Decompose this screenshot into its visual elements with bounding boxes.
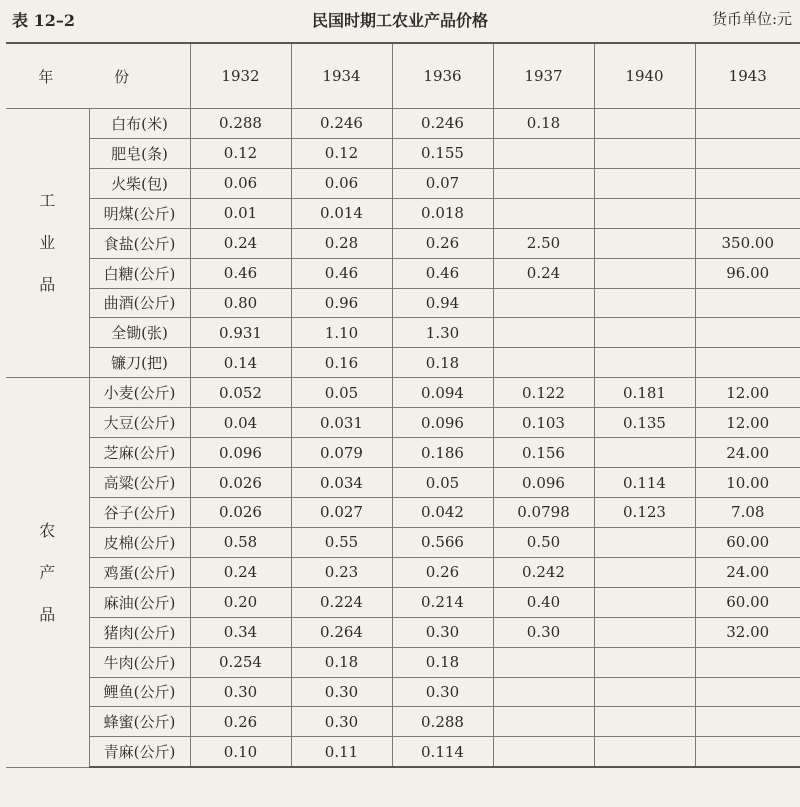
price-cell [594, 557, 695, 587]
table-header [0, 0, 800, 40]
price-cell [493, 707, 594, 737]
price-cell: 0.114 [594, 468, 695, 498]
year-col-1934: 1934 [291, 43, 392, 109]
group-label-char: 品 [39, 275, 56, 295]
price-cell: 0.94 [392, 288, 493, 318]
price-cell: 0.264 [291, 617, 392, 647]
table-row [6, 737, 800, 767]
price-cell [594, 258, 695, 288]
item-name-cell: 皮棉(公斤) [89, 527, 190, 557]
price-cell: 0.46 [392, 258, 493, 288]
price-cell: 0.566 [392, 527, 493, 557]
year-col-1940: 1940 [594, 43, 695, 109]
price-cell: 0.96 [291, 288, 392, 318]
price-cell: 0.30 [291, 707, 392, 737]
price-cell: 0.26 [392, 557, 493, 587]
price-cell: 24.00 [695, 557, 800, 587]
item-name-cell: 全锄(张) [89, 318, 190, 348]
price-cell [594, 138, 695, 168]
price-cell: 0.04 [190, 408, 291, 438]
item-name-cell: 鲤鱼(公斤) [89, 677, 190, 707]
table-row [6, 258, 800, 288]
price-cell: 0.07 [392, 168, 493, 198]
price-cell [594, 617, 695, 647]
price-cell: 0.46 [190, 258, 291, 288]
price-cell: 0.288 [190, 109, 291, 139]
price-cell: 0.12 [291, 138, 392, 168]
table-title: 民国时期工农业产品价格 [311, 11, 488, 30]
group-label [6, 109, 89, 378]
price-cell: 0.24 [190, 228, 291, 258]
item-name-cell: 牛肉(公斤) [89, 647, 190, 677]
price-cell: 0.18 [392, 647, 493, 677]
table-row [6, 168, 800, 198]
price-cell: 0.58 [190, 527, 291, 557]
item-name-cell: 曲酒(公斤) [89, 288, 190, 318]
price-cell: 0.931 [190, 318, 291, 348]
table-row [6, 497, 800, 527]
price-cell: 0.031 [291, 408, 392, 438]
price-cell [695, 318, 800, 348]
price-cell: 0.14 [190, 348, 291, 378]
price-cell: 0.026 [190, 468, 291, 498]
price-cell: 7.08 [695, 497, 800, 527]
item-name-cell: 蜂蜜(公斤) [89, 707, 190, 737]
price-cell: 0.24 [493, 258, 594, 288]
price-cell: 0.246 [291, 109, 392, 139]
table-row [6, 408, 800, 438]
item-name-cell: 猪肉(公斤) [89, 617, 190, 647]
item-name-cell: 芝麻(公斤) [89, 438, 190, 468]
year-col-1937: 1937 [493, 43, 594, 109]
price-cell [594, 647, 695, 677]
price-cell [493, 737, 594, 767]
table-row [6, 468, 800, 498]
price-cell: 0.11 [291, 737, 392, 767]
price-cell: 0.242 [493, 557, 594, 587]
price-cell: 0.026 [190, 497, 291, 527]
price-cell [695, 138, 800, 168]
table-row [6, 109, 800, 139]
price-cell [493, 677, 594, 707]
price-cell: 0.096 [392, 408, 493, 438]
price-table [6, 42, 800, 768]
item-name-cell: 高粱(公斤) [89, 468, 190, 498]
price-cell [594, 228, 695, 258]
table-row [6, 677, 800, 707]
group-label [6, 378, 89, 767]
price-cell: 0.06 [190, 168, 291, 198]
price-cell: 10.00 [695, 468, 800, 498]
price-cell [594, 587, 695, 617]
year-col-1936: 1936 [392, 43, 493, 109]
price-cell: 0.30 [493, 617, 594, 647]
price-cell: 0.18 [392, 348, 493, 378]
price-cell: 0.40 [493, 587, 594, 617]
price-cell: 0.246 [392, 109, 493, 139]
item-name-cell: 镰刀(把) [89, 348, 190, 378]
item-name-cell: 谷子(公斤) [89, 497, 190, 527]
price-cell: 0.254 [190, 647, 291, 677]
table-row [6, 707, 800, 737]
price-cell: 0.12 [190, 138, 291, 168]
item-name-cell: 火柴(包) [89, 168, 190, 198]
price-cell [493, 198, 594, 228]
year-header-row [6, 43, 800, 109]
table-row [6, 527, 800, 557]
table-row [6, 198, 800, 228]
table-row [6, 617, 800, 647]
item-name-cell: 明煤(公斤) [89, 198, 190, 228]
price-cell: 0.20 [190, 587, 291, 617]
year-header: 年 份 [6, 43, 190, 109]
price-cell: 0.24 [190, 557, 291, 587]
year-col-1943: 1943 [695, 43, 800, 109]
price-cell: 1.10 [291, 318, 392, 348]
price-cell: 0.288 [392, 707, 493, 737]
price-cell: 0.214 [392, 587, 493, 617]
price-cell: 0.181 [594, 378, 695, 408]
price-cell: 0.26 [392, 228, 493, 258]
price-cell: 2.50 [493, 228, 594, 258]
price-cell: 0.30 [392, 617, 493, 647]
price-cell: 0.034 [291, 468, 392, 498]
price-cell [594, 438, 695, 468]
group-label-char: 工 [39, 191, 56, 211]
price-cell [594, 288, 695, 318]
table-row [6, 557, 800, 587]
price-cell: 0.096 [493, 468, 594, 498]
item-name-cell: 大豆(公斤) [89, 408, 190, 438]
price-cell: 0.30 [392, 677, 493, 707]
table-row [6, 647, 800, 677]
price-cell: 12.00 [695, 408, 800, 438]
price-cell: 0.052 [190, 378, 291, 408]
price-cell [695, 198, 800, 228]
price-cell: 0.155 [392, 138, 493, 168]
price-cell: 0.16 [291, 348, 392, 378]
price-cell [594, 527, 695, 557]
price-cell: 0.26 [190, 707, 291, 737]
price-cell: 0.094 [392, 378, 493, 408]
price-cell [695, 348, 800, 378]
price-cell: 60.00 [695, 527, 800, 557]
item-name-cell: 鸡蛋(公斤) [89, 557, 190, 587]
price-cell: 0.014 [291, 198, 392, 228]
price-cell [695, 168, 800, 198]
table-row [6, 318, 800, 348]
price-cell: 0.103 [493, 408, 594, 438]
table-number: 表 12–2 [12, 11, 75, 30]
price-cell [594, 707, 695, 737]
price-cell [695, 707, 800, 737]
price-cell: 0.05 [291, 378, 392, 408]
table-row [6, 587, 800, 617]
price-cell [493, 348, 594, 378]
price-cell: 0.30 [291, 677, 392, 707]
price-cell: 0.042 [392, 497, 493, 527]
year-col-1932: 1932 [190, 43, 291, 109]
price-cell: 0.079 [291, 438, 392, 468]
price-cell: 96.00 [695, 258, 800, 288]
price-cell: 60.00 [695, 587, 800, 617]
price-cell: 0.135 [594, 408, 695, 438]
price-cell: 0.05 [392, 468, 493, 498]
price-cell: 0.018 [392, 198, 493, 228]
price-cell [594, 737, 695, 767]
price-cell [594, 677, 695, 707]
price-cell: 0.55 [291, 527, 392, 557]
price-cell: 0.0798 [493, 497, 594, 527]
price-cell: 0.114 [392, 737, 493, 767]
price-cell: 0.30 [190, 677, 291, 707]
price-cell: 0.186 [392, 438, 493, 468]
price-cell: 0.123 [594, 497, 695, 527]
price-cell [695, 647, 800, 677]
price-cell [695, 288, 800, 318]
price-cell [493, 647, 594, 677]
price-cell [695, 737, 800, 767]
price-cell [594, 318, 695, 348]
price-cell: 0.23 [291, 557, 392, 587]
price-cell: 0.50 [493, 527, 594, 557]
price-cell [493, 138, 594, 168]
price-cell: 0.28 [291, 228, 392, 258]
item-name-cell: 肥皂(条) [89, 138, 190, 168]
price-cell: 350.00 [695, 228, 800, 258]
group-label-char: 业 [39, 233, 56, 253]
price-cell [493, 168, 594, 198]
table-row [6, 288, 800, 318]
price-cell [695, 677, 800, 707]
price-cell: 0.80 [190, 288, 291, 318]
table-row [6, 348, 800, 378]
price-cell: 32.00 [695, 617, 800, 647]
price-cell: 0.122 [493, 378, 594, 408]
price-cell [493, 288, 594, 318]
price-cell [594, 348, 695, 378]
group-label-char: 品 [39, 604, 56, 624]
item-name-cell: 小麦(公斤) [89, 378, 190, 408]
price-cell [594, 198, 695, 228]
price-cell: 0.027 [291, 497, 392, 527]
item-name-cell: 青麻(公斤) [89, 737, 190, 767]
price-cell: 0.10 [190, 737, 291, 767]
item-name-cell: 食盐(公斤) [89, 228, 190, 258]
price-cell [695, 109, 800, 139]
price-cell: 24.00 [695, 438, 800, 468]
price-cell: 12.00 [695, 378, 800, 408]
item-name-cell: 麻油(公斤) [89, 587, 190, 617]
table-row [6, 228, 800, 258]
price-cell: 0.46 [291, 258, 392, 288]
price-cell: 0.06 [291, 168, 392, 198]
table-row [6, 378, 800, 408]
group-label-char: 农 [39, 520, 56, 540]
item-name-cell: 白布(米) [89, 109, 190, 139]
group-label-char: 产 [39, 562, 56, 582]
price-cell [493, 318, 594, 348]
table-row [6, 138, 800, 168]
price-cell: 0.01 [190, 198, 291, 228]
price-cell: 0.224 [291, 587, 392, 617]
price-cell: 0.18 [493, 109, 594, 139]
price-cell: 0.18 [291, 647, 392, 677]
price-cell: 1.30 [392, 318, 493, 348]
price-cell [594, 168, 695, 198]
price-cell [594, 109, 695, 139]
table-body [6, 109, 800, 768]
price-cell: 0.096 [190, 438, 291, 468]
price-cell: 0.34 [190, 617, 291, 647]
currency-unit: 货币单位:元 [711, 10, 792, 28]
price-cell: 0.156 [493, 438, 594, 468]
item-name-cell: 白糖(公斤) [89, 258, 190, 288]
table-row [6, 438, 800, 468]
